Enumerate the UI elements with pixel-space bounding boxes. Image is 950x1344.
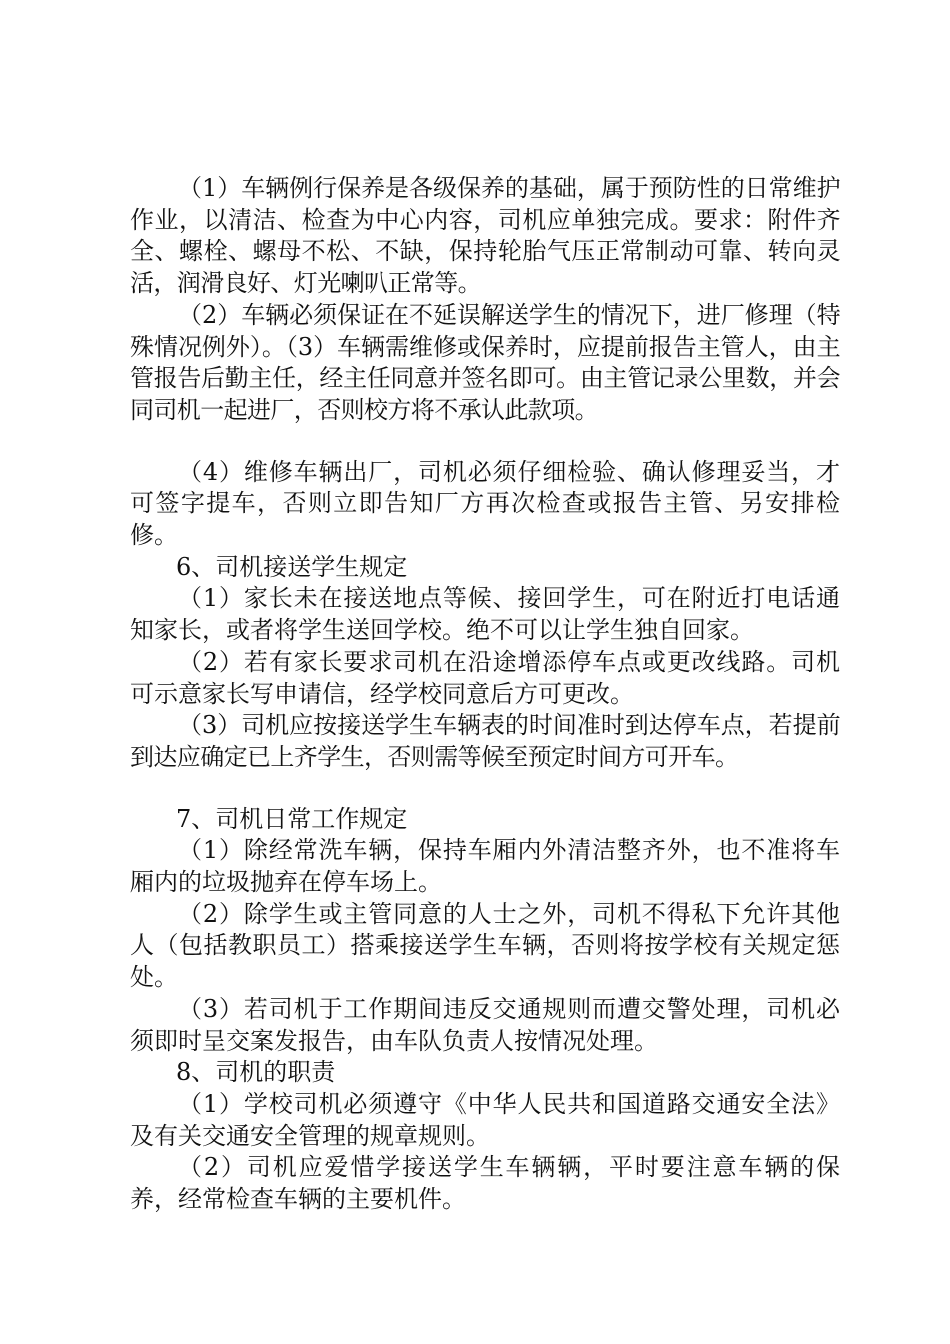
paragraph-duty-1: （1）学校司机必须遵守《中华人民共和国道路交通安全法》及有关交通安全管理的规章规则。 bbox=[130, 1089, 840, 1150]
paragraph-maintenance-1: （1）车辆例行保养是各级保养的基础，属于预防性的日常维护作业，以清洁、检查为中心内容，司机应单独完成。要求：附件齐全、螺栓、螺母不松、不缺，保持轮胎气压正常制动可靠、转向灵活，润滑良好、灯光喇叭正常等。 bbox=[130, 174, 840, 298]
paragraph-pickup-3: （3）司机应按接送学生车辆表的时间准时到达停车点，若提前到达应确定已上齐学生，否则需等候至预定时间方可开车。 bbox=[130, 711, 840, 771]
section-heading-8: 8、司机的职责 bbox=[176, 1058, 336, 1087]
paragraph-daily-3: （3）若司机于工作期间违反交通规则而遭交警处理，司机必须即时呈交案发报告，由车队负责人按情况处理。 bbox=[130, 994, 840, 1055]
paragraph-maintenance-2: （2）车辆必须保证在不延误解送学生的情况下，进厂修理（特殊情况例外）。（3）车辆需维修或保养时，应提前报告主管人，由主管报告后勤主任，经主任同意并签名即可。由主管记录公里数，并会同司机一起进厂，否则校方将不承认此款项。 bbox=[130, 300, 840, 424]
paragraph-pickup-1: （1）家长未在接送地点等候、接回学生，可在附近打电话通知家长，或者将学生送回学校。绝不可以让学生独自回家。 bbox=[130, 584, 840, 645]
paragraph-gap bbox=[130, 774, 840, 804]
section-heading-7: 7、司机日常工作规定 bbox=[176, 804, 408, 833]
paragraph-daily-2: （2）除学生或主管同意的人士之外，司机不得私下允许其他人（包括教职员工）搭乘接送学生车辆，否则将按学校有关规定惩处。 bbox=[130, 899, 840, 992]
paragraph-duty-2: （2）司机应爱惜学接送学生车辆辆，平时要注意车辆的保养，经常检查车辆的主要机件。 bbox=[130, 1153, 840, 1214]
section-heading-6: 6、司机接送学生规定 bbox=[176, 552, 408, 581]
paragraph-pickup-2: （2）若有家长要求司机在沿途增添停车点或更改线路。司机可示意家长写申请信，经学校同意后方可更改。 bbox=[130, 647, 840, 708]
document-page bbox=[130, 173, 840, 1216]
paragraph-daily-1: （1）除经常洗车辆，保持车厢内外清洁整齐外，也不准将车厢内的垃圾抛弃在停车场上。 bbox=[130, 836, 840, 897]
paragraph-maintenance-4: （4）维修车辆出厂，司机必须仔细检验、确认修理妥当，才可签字提车，否则立即告知厂方再次检查或报告主管、另安排检修。 bbox=[130, 457, 840, 550]
paragraph-gap bbox=[130, 427, 840, 457]
